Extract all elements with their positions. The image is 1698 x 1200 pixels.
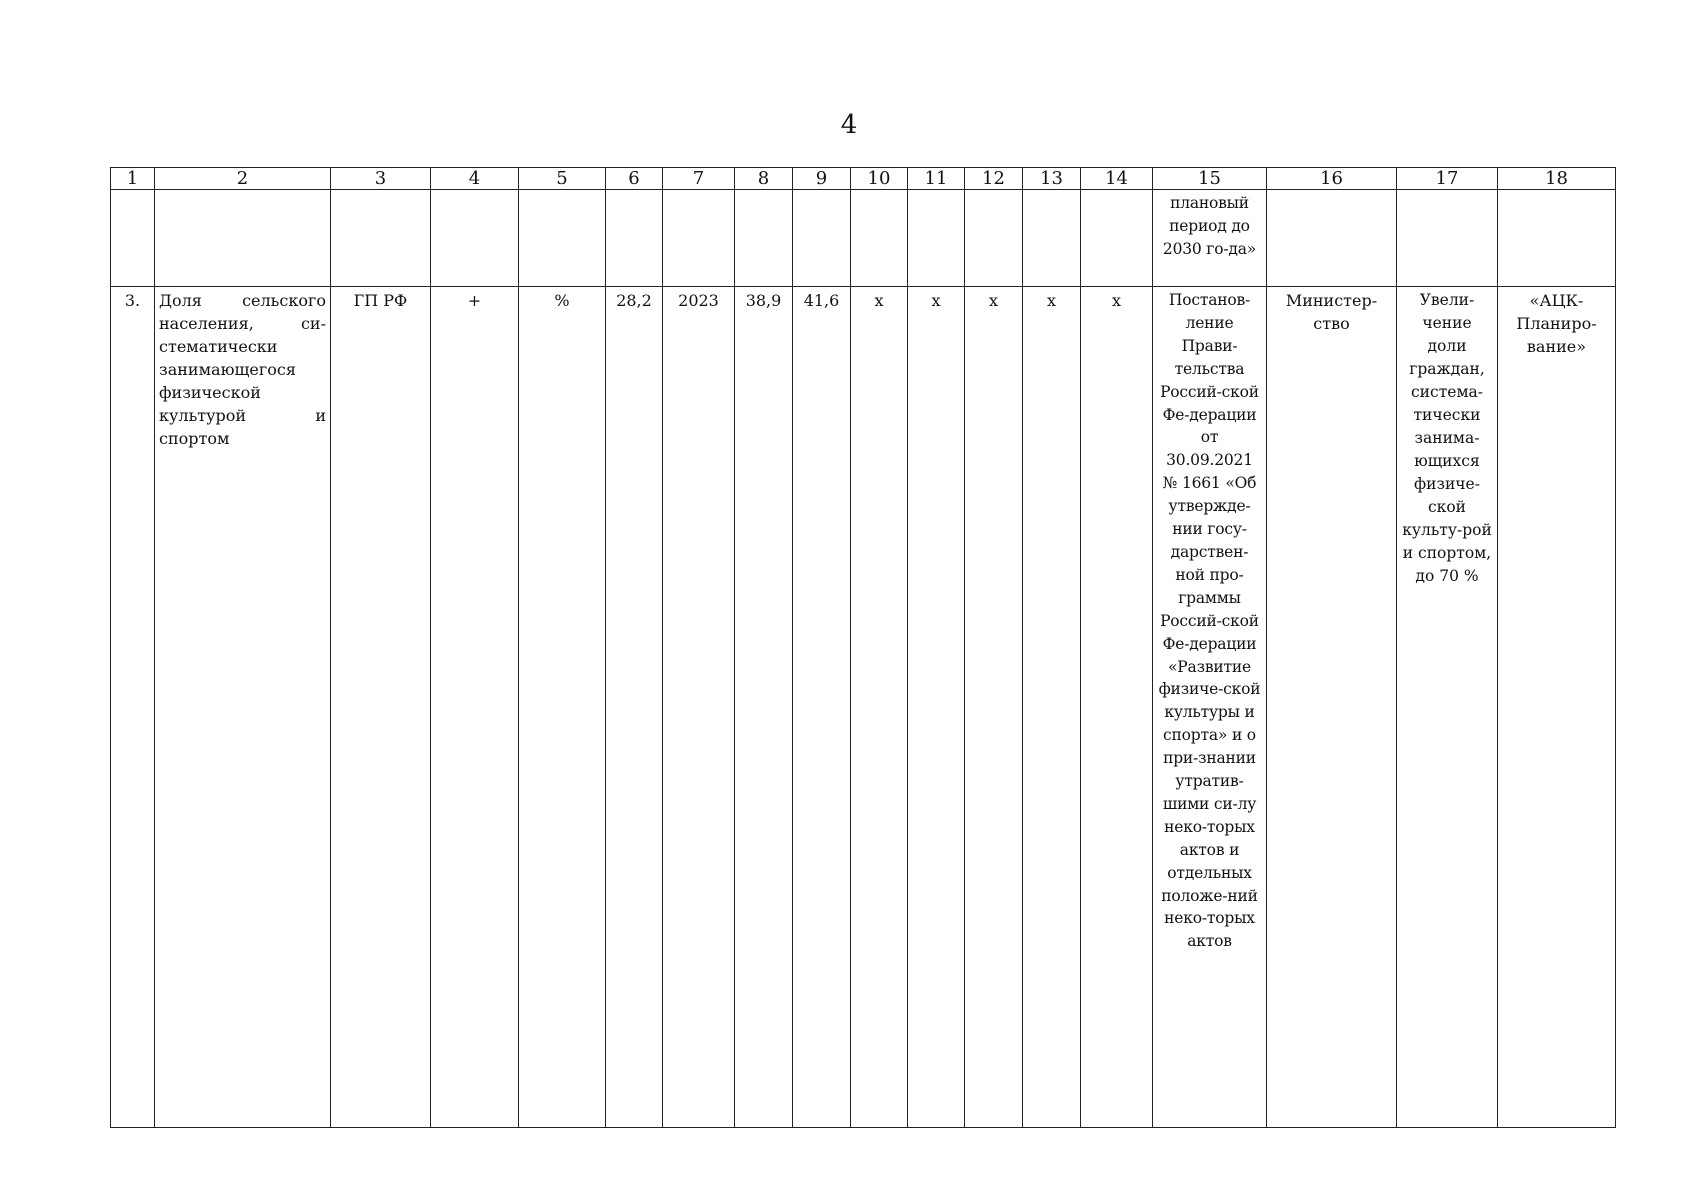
- continuation-row: [111, 190, 1616, 287]
- table-cell: [851, 190, 908, 287]
- value-cell: х: [908, 287, 965, 1128]
- table-cell: [1081, 190, 1153, 287]
- legal-act-cell: Постанов-ление Прави-тельства Россий-ской Фе-дерации от 30.09.2021 № 1661 «Об утвержде-нии госу-дарствен-ной про-граммы Россий-ской Фе-дерации «Развитие физиче-ской культуры и спорта» и о при-знании утратив-шими си-лу неко-торых актов и отдельных положе-ний неко-торых актов: [1153, 287, 1267, 1128]
- information-system-cell: «АЦК-Планиро-вание»: [1498, 287, 1616, 1128]
- column-header: 2: [155, 168, 331, 190]
- row-number-cell: 3.: [111, 287, 155, 1128]
- column-header: 17: [1397, 168, 1498, 190]
- table-cell: [663, 190, 735, 287]
- column-header: 15: [1153, 168, 1267, 190]
- column-header: 3: [331, 168, 431, 190]
- table-cell: [606, 190, 663, 287]
- column-header: 14: [1081, 168, 1153, 190]
- continuation-legal-act-cell: плановый период до 2030 го-да»: [1153, 190, 1267, 287]
- table-cell: [155, 190, 331, 287]
- table-cell: [111, 190, 155, 287]
- column-header: 13: [1023, 168, 1081, 190]
- column-header: 11: [908, 168, 965, 190]
- value-cell: 41,6: [793, 287, 851, 1128]
- table-cell: [519, 190, 606, 287]
- table-cell: [793, 190, 851, 287]
- column-header: 5: [519, 168, 606, 190]
- unit-cell: %: [519, 287, 606, 1128]
- program-type-cell: ГП РФ: [331, 287, 431, 1128]
- column-header: 10: [851, 168, 908, 190]
- page-number: 4: [840, 110, 858, 140]
- column-header: 16: [1267, 168, 1397, 190]
- column-header: 18: [1498, 168, 1616, 190]
- column-header: 9: [793, 168, 851, 190]
- base-value-cell: 28,2: [606, 287, 663, 1128]
- value-cell: х: [851, 287, 908, 1128]
- column-header: 8: [735, 168, 793, 190]
- table-cell: [1397, 190, 1498, 287]
- responsible-body-cell: Министер-ство: [1267, 287, 1397, 1128]
- value-cell: х: [965, 287, 1023, 1128]
- column-header: 4: [431, 168, 519, 190]
- direction-cell: +: [431, 287, 519, 1128]
- column-header: 6: [606, 168, 663, 190]
- column-header: 1: [111, 168, 155, 190]
- table-cell: [331, 190, 431, 287]
- table-cell: [431, 190, 519, 287]
- indicator-name-cell: Доля сельского населения, си-стематически занимающегося физической культурой и спортом: [155, 287, 331, 1128]
- column-header: 12: [965, 168, 1023, 190]
- base-year-cell: 2023: [663, 287, 735, 1128]
- column-header: 7: [663, 168, 735, 190]
- table-cell: [1023, 190, 1081, 287]
- table-cell: [1498, 190, 1616, 287]
- value-cell: х: [1023, 287, 1081, 1128]
- table-row: [111, 287, 1616, 1128]
- goal-link-cell: Увели-чение доли граждан, система-тически занима-ющихся физиче-ской культу-рой и спортом, до 70 %: [1397, 287, 1498, 1128]
- indicators-table: [110, 167, 1616, 1128]
- table-cell: [735, 190, 793, 287]
- column-number-row: [111, 168, 1616, 190]
- value-cell: 38,9: [735, 287, 793, 1128]
- table-cell: [965, 190, 1023, 287]
- value-cell: х: [1081, 287, 1153, 1128]
- table-cell: [1267, 190, 1397, 287]
- table-cell: [908, 190, 965, 287]
